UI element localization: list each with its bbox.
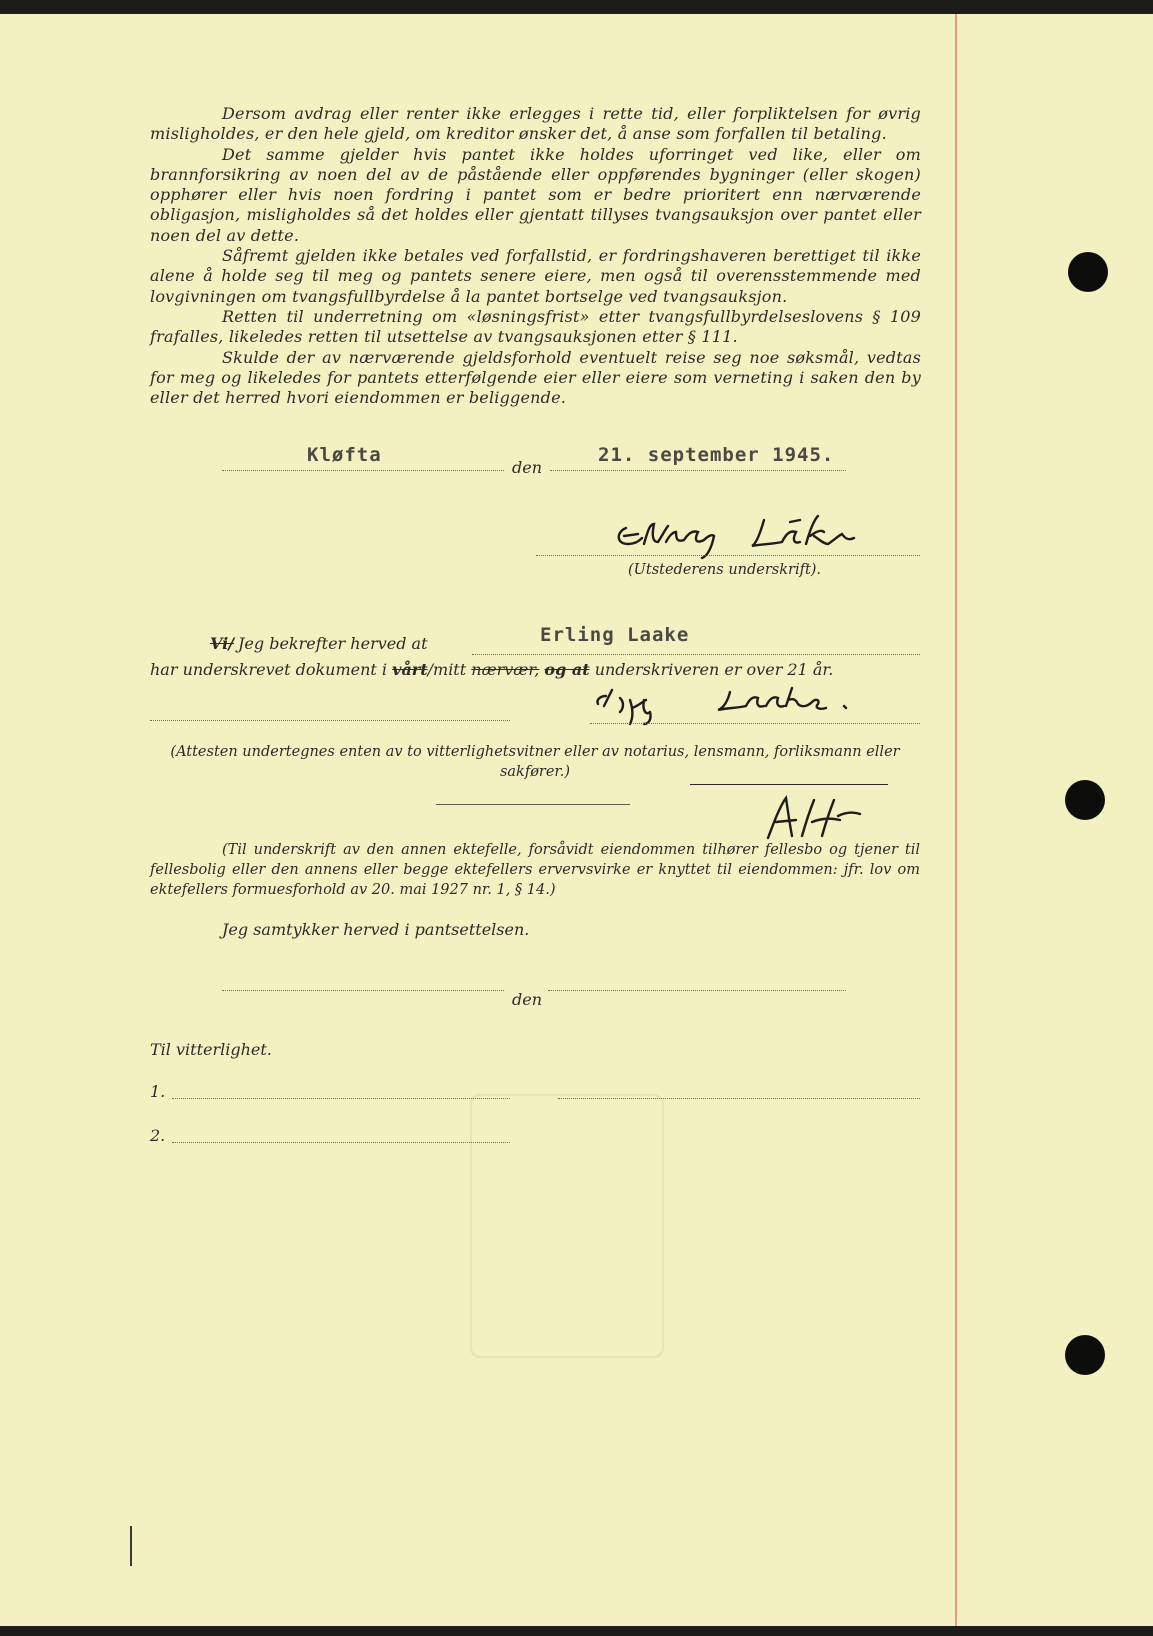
terms-paragraph-default: Dersom avdrag eller renter ikke erlegges i rette tid, eller forpliktelsen for øvrig misligholdes, er den hele gjeld, om kreditor ønsker det, å anse som forfallen til betaling. xyxy=(150,104,921,144)
attested-person-name: Erling Laake xyxy=(540,624,690,646)
witness-1-second-line xyxy=(558,1098,920,1099)
signing-date: 21. september 1945. xyxy=(598,444,835,466)
signing-place: Kløfta xyxy=(307,444,382,466)
attested-person-line xyxy=(472,654,920,655)
witness-2-line xyxy=(172,1142,510,1143)
place-line xyxy=(222,470,504,471)
spouse-date-line xyxy=(548,990,846,991)
spouse-den-label: den xyxy=(512,990,543,1009)
witness-1-line xyxy=(172,1098,510,1099)
attestation-line2-mid: /mitt xyxy=(427,660,467,679)
spouse-consent: Jeg samtykker herved i pantsettelsen. xyxy=(222,920,530,939)
struck-og-at: og at xyxy=(544,660,590,679)
handwritten-mark: Vi/ xyxy=(210,634,235,653)
document-page xyxy=(0,14,1153,1626)
den-label: den xyxy=(512,458,543,477)
terms-paragraph-notice: Retten til underretning om «løsningsfrist» etter tvangsfullbyrdelseslovens § 109 frafalles, likeledes retten til utsettelse av tvangsauksjonen etter § 111. xyxy=(150,306,921,347)
issuer-signature-line xyxy=(536,555,920,556)
attestation-line2-end: underskriveren er over 21 år. xyxy=(594,660,834,679)
attestation-line1-label: Jeg bekrefter herved at xyxy=(238,634,428,653)
attestation-note: (Attesten undertegnes enten av to vitterlighetsvitner eller av notarius, lensmann, forliksmann eller sakfører.) xyxy=(170,744,900,780)
issuer-caption: (Utstederens underskrift). xyxy=(628,562,822,578)
attestation-line2-start: har underskrevet dokument i xyxy=(150,660,388,679)
terms-paragraph-insurance: Det samme gjelder hvis pantet ikke holdes uforringet ved like, eller om brannforsikring av noen del av de påstående eller oppførendes bygninger (eller skogen) opphører eller hvis noen fordring i pantet som er bedre prioritert enn nærværende obligasjon, misligholdes så det holdes eller gjentatt tillyses tvangsauksjon over pantet eller noen del av dette. xyxy=(150,144,921,245)
witness-heading: Til vitterlighet. xyxy=(150,1040,272,1059)
date-line xyxy=(550,470,846,471)
attestation-rule xyxy=(436,804,630,805)
terms-block xyxy=(150,104,921,408)
spouse-note: (Til underskrift av den annen ektefelle, forsåvidt eiendommen tilhører fellesbo og tjener til fellesbolig eller den annens eller begge ektefellers ervervsvirke er knyttet til eiendommen: jfr. lov om ektefellers formuesforhold av 20. mai 1927 nr. 1, § 14.) xyxy=(150,842,920,898)
margin-rule xyxy=(955,14,957,1626)
faded-stamp-ghost xyxy=(470,1094,664,1358)
punch-hole-middle xyxy=(1065,780,1105,820)
attestation-line2 xyxy=(150,660,833,679)
witness-number-2: 2. xyxy=(150,1126,166,1145)
official-rule xyxy=(690,784,888,785)
terms-paragraph-venue: Skulde der av nærværende gjeldsforhold eventuelt reise seg noe søksmål, vedtas for meg og likeledes for pantets etterfølgende eier eller eiere som verneting i saken den by eller det herred hvori eiendommen er beliggende. xyxy=(150,347,921,408)
official-initials xyxy=(756,792,876,842)
witness-number-1: 1. xyxy=(150,1082,166,1101)
second-witness-line xyxy=(590,723,920,724)
first-witness-line xyxy=(150,720,510,721)
witness-signature xyxy=(590,682,890,726)
terms-paragraph-forced-sale: Såfremt gjelden ikke betales ved forfallstid, er fordringshaveren berettiget til ikke alene å holde seg til meg og pantets senere eiere, men også til overensstemmende med lovgivningen om tvangsfullbyrdelse å la pantet bortselge ved tvangsauksjon. xyxy=(150,246,921,306)
attestation-line2-naervaer: nærvær, xyxy=(471,660,540,679)
binding-mark xyxy=(130,1526,132,1566)
struck-word: vårt xyxy=(392,660,428,679)
punch-hole-top xyxy=(1068,252,1108,292)
spouse-place-line xyxy=(222,990,504,991)
punch-hole-bottom xyxy=(1065,1335,1105,1375)
